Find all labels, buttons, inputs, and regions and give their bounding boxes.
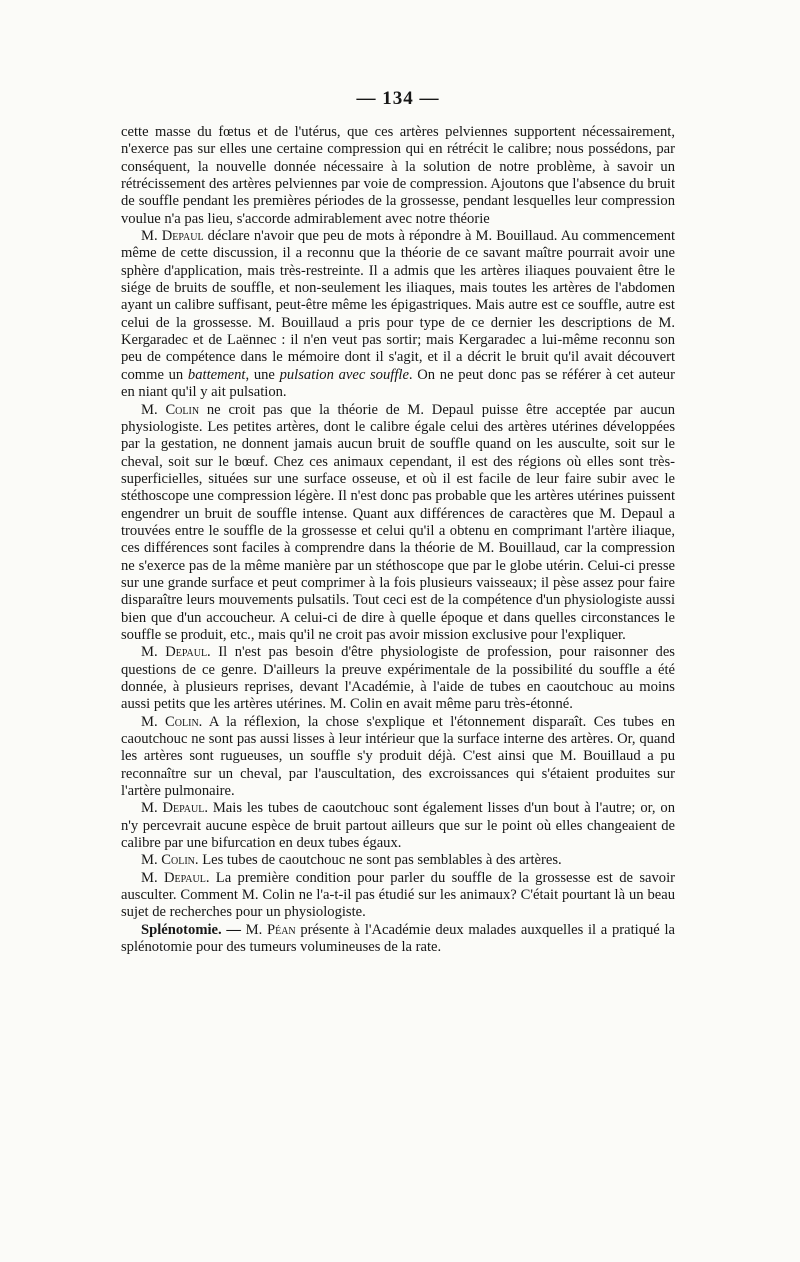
paragraph-text: ne croit pas que la théorie de M. Depaul puisse être acceptée par aucun physiologiste. Les petites artères, dont le calibre égale celui des artères utérines développées par la gestation, ne donnent jamais aucun bruit de souffle quand on les ausculte, soit sur le cheval, soit sur le bœuf. Chez ces animaux cependant, il est des régions où elles sont très-superficielles, situées sur une surface osseuse, et où il est facile de leur faire subir avec le stéthoscope une compression légère. Il n'est donc pas probable que les artères utérines puissent engendrer un bruit de souffle intense. Quant aux différences de caractères que M. Depaul a trouvées entre le souffle de la grossesse et celui qu'il a obtenu en comprimant l'artère iliaque, ces différences sont faciles à comprendre dans la théorie de M. Bouillaud, car la compression ne s'exerce pas de la même manière par un stéthoscope que par le globe utérin. Celui-ci presse sur une grande surface et peut comprimer à la fois plusieurs vaisseaux; il pèse assez pour faire disparaître leurs mouvements pulsatils. Tout ceci est de la compétence d'un physiologiste aussi bien que d'un accoucheur. A celui-ci de dire à quelle époque et dans quelles circonstances le souffle se produit, etc., mais qu'il ne croit pas avoir mission exclusive pour l'expliquer. bbox=[121, 401, 675, 643]
paragraph-text: M. bbox=[141, 852, 162, 869]
speaker-name: Colin bbox=[161, 852, 195, 869]
speaker-name: Colin bbox=[165, 713, 199, 730]
paragraph bbox=[121, 870, 675, 922]
paragraph bbox=[121, 800, 675, 852]
paragraph-text: , une bbox=[245, 366, 280, 383]
paragraph bbox=[121, 402, 675, 645]
emphasis-text: pulsation avec souffle bbox=[279, 366, 409, 383]
emphasis-text: battement bbox=[187, 366, 246, 383]
paragraph-text: M. bbox=[141, 800, 163, 817]
paragraph-text: M. bbox=[245, 921, 267, 938]
speaker-name: Depaul bbox=[163, 869, 206, 886]
paragraph bbox=[121, 922, 675, 957]
page-number: — 134 — bbox=[356, 88, 440, 109]
paragraph-text: M. bbox=[141, 869, 164, 886]
paragraph-text: présente à l'Académie deux malades auxquelles il a pratiqué la splénotomie pour des tumeurs volumineuses de la rate. bbox=[121, 921, 676, 956]
paragraph-text: . On ne peut donc pas se référer à cet auteur en niant qu'il y ait pulsation. bbox=[121, 366, 675, 401]
paragraph-text: . La première condition pour parler du souffle de la grossesse est de savoir ausculter. Comment M. Colin ne l'a-t-il pas étudié sur les animaux? C'était pourtant là un beau sujet de recherches pour un physiologiste. bbox=[121, 869, 675, 921]
paragraph bbox=[121, 852, 675, 869]
paragraph-text: . A la réflexion, la chose s'explique et l'étonnement disparaît. Ces tubes en caoutchouc ne sont pas aussi lisses à leur intérieur que la surface interne des artères. Or, quand les artères sont rugueuses, un souffle s'y produit déjà. C'est ainsi que M. Bouillaud a pu reconnaître sur un cheval, par l'auscultation, des excroissances qui s'étaient produites sur l'artère pulmonaire. bbox=[121, 713, 676, 800]
paragraph-text: . Mais les tubes de caoutchouc sont également lisses d'un bout à l'autre; or, on n'y percevrait aucune espèce de bruit partout ailleurs que sur le point où elles changeaient de calibre par une bifurcation en deux tubes égaux. bbox=[121, 800, 675, 852]
paragraph-text: . Il n'est pas besoin d'être physiologiste de profession, pour raisonner des questions de ce genre. D'ailleurs la preuve expérimentale de la possibilité du souffle a été donnée, à plusieurs reprises, devant l'Académie, à l'aide de tubes en caoutchouc au moins aussi petits que les artères utérines. M. Colin en avait même paru très-étonné. bbox=[121, 644, 675, 713]
paragraph bbox=[121, 124, 675, 228]
paragraph-text: M. bbox=[141, 713, 166, 730]
speaker-name: Péan bbox=[266, 921, 296, 938]
speaker-name: Depaul bbox=[162, 800, 205, 817]
paragraph bbox=[121, 644, 675, 713]
paragraph-text: . Les tubes de caoutchouc ne sont pas semblables à des artères. bbox=[194, 852, 562, 869]
speaker-name: Depaul bbox=[165, 644, 208, 661]
speaker-name: Depaul bbox=[161, 228, 204, 245]
paragraph-text: cette masse du fœtus et de l'utérus, que ces artères pelviennes supportent nécessairement, n'exerce pas sur elles une certaine compression qui en rétrécit le calibre; nous possédons, par conséquent, la nouvelle donnée nécessaire à la solution de notre problème, à savoir un rétrécissement des artères pelviennes par voie de compression. Ajoutons que l'absence du bruit de souffle pendant les premières périodes de la grossesse, pendant lesquelles leur compression voulue n'a pas lieu, s'accorde admirablement avec notre théorie bbox=[121, 124, 675, 227]
section-heading: Splénotomie. — bbox=[141, 921, 246, 938]
body-text bbox=[121, 124, 675, 957]
speaker-name: Colin bbox=[165, 401, 200, 418]
paragraph-text: M. bbox=[141, 228, 162, 245]
paragraph-text: déclare n'avoir que peu de mots à répondre à M. Bouillaud. Au commencement même de cette discussion, il a reconnu que la théorie de ce savant maître pourrait avoir une sphère d'application, mais très-restreinte. Il a admis que les artères iliaques pouvaient être le siége de bruits de souffle, et non-seulement les iliaques, mais toutes les artères de l'abdomen ayant un calibre suffisant, peut-être même les épigastriques. Mais autre est ce souffle, autre est celui de la grossesse. M. Bouillaud a pris pour type de ce dernier les descriptions de M. Kergaradec et de Laënnec : il n'en veut pas sortir; mais Kergaradec a lui-même reconnu son peu de compétence dans le mémoire dont il s'agit, et il a décrit le bruit qu'il avait découvert comme un bbox=[121, 228, 675, 383]
paragraph bbox=[121, 714, 675, 801]
paragraph-text: M. bbox=[141, 401, 166, 418]
paragraph bbox=[121, 228, 675, 401]
paragraph-text: M. bbox=[141, 644, 166, 661]
